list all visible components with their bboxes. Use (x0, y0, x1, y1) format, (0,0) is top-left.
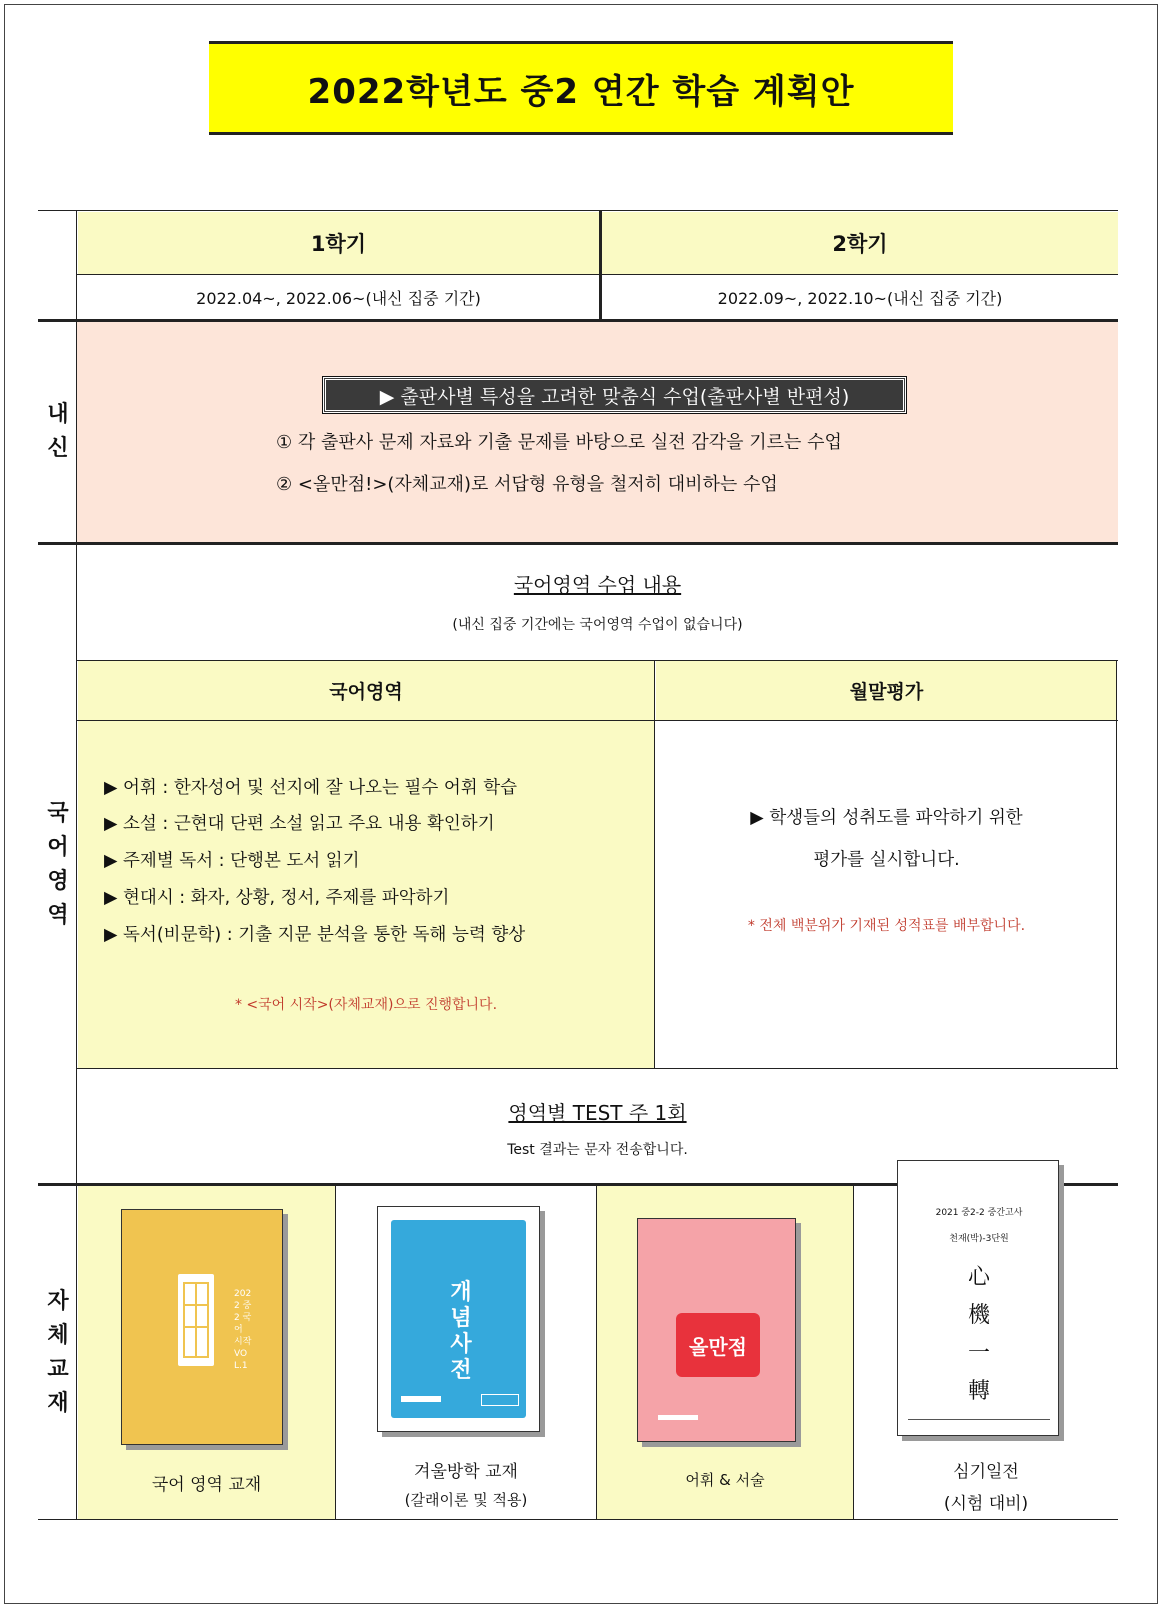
header-divider (77, 274, 1118, 275)
book-cover-2 (377, 1206, 540, 1432)
book4-cover-char: 機 (967, 1303, 990, 1328)
naesin-side-label (38, 322, 78, 542)
test-title: 영역별 TEST 주 1회 (508, 1100, 687, 1125)
book-cover-1 (121, 1209, 283, 1445)
eval-col-title: 월말평가 (656, 661, 1117, 720)
korean-item-4: ▶ 현대시 : 화자, 상황, 정서, 주제를 파악하기 (104, 888, 450, 908)
book4-cover-char: 轉 (967, 1379, 990, 1404)
book3-cover-text: 올만점 (676, 1313, 760, 1377)
korean-col-title: 국어영역 (78, 661, 654, 720)
korean-side-label (38, 545, 78, 1185)
semester1-period: 2022.04~, 2022.06~(내신 집중 기간) (196, 288, 481, 308)
book2-caption-1: 겨울방학 교재 (414, 1462, 518, 1482)
naesin-headline: ▶ 출판사별 특성을 고려한 맞춤식 수업(출판사별 반편성) (323, 377, 906, 413)
book-cover-4 (897, 1160, 1059, 1436)
korean-table-bottom (77, 1068, 1118, 1069)
korean-side-char: 역 (47, 903, 69, 928)
page-title: 2022학년도 중2 연간 학습 계획안 (209, 41, 953, 135)
book3-caption: 어휘 & 서술 (685, 1471, 765, 1489)
naesin-point-2: ② <올만점!>(자체교재)로 서답형 유형을 철저히 대비하는 수업 (276, 474, 778, 495)
books-side-label (38, 1186, 78, 1520)
book4-cover-char: 一 (967, 1341, 990, 1366)
books-side-char: 교 (47, 1357, 69, 1382)
window-icon (178, 1274, 214, 1366)
book4-cover-line1: 2021 중2-2 중간고사 (935, 1208, 1023, 1218)
korean-section-title: 국어영역 수업 내용 (513, 572, 682, 597)
korean-col-divider (654, 660, 655, 1069)
book4-caption-2: (시험 대비) (943, 1494, 1029, 1514)
eval-line-2: 평가를 실시합니다. (813, 849, 960, 870)
naesin-point-1: ① 각 출판사 문제 자료와 기출 문제를 바탕으로 실전 감각을 기르는 수업 (276, 432, 842, 453)
book-cover-3 (637, 1218, 796, 1442)
book1-caption: 국어 영역 교재 (151, 1475, 262, 1495)
korean-item-2: ▶ 소설 : 근현대 단편 소설 읽고 주요 내용 확인하기 (104, 814, 495, 834)
books-side-char: 자 (47, 1289, 69, 1314)
korean-item-5: ▶ 독서(비문학) : 기출 지문 분석을 통한 독해 능력 향상 (104, 925, 526, 945)
book4-cover-chars (964, 1259, 994, 1411)
book2-caption-2: (갈래이론 및 적용) (404, 1491, 528, 1509)
naesin-side-char: 신 (47, 436, 69, 461)
naesin-side-char: 내 (47, 402, 69, 427)
korean-side-char: 어 (47, 835, 69, 860)
korean-item-1: ▶ 어휘 : 한자성어 및 선지에 잘 나오는 필수 어휘 학습 (104, 778, 518, 798)
test-note: Test 결과는 문자 전송합니다. (507, 1142, 688, 1158)
books-side-char: 재 (47, 1391, 69, 1416)
table-top-border (38, 210, 1118, 211)
korean-note: * <국어 시작>(자체교재)으로 진행합니다. (234, 997, 498, 1013)
book2-cover-text: 개념사전 (450, 1280, 472, 1383)
korean-side-char: 영 (47, 869, 69, 894)
books-side-char: 체 (47, 1323, 69, 1348)
semester2-period: 2022.09~, 2022.10~(내신 집중 기간) (717, 288, 1003, 308)
korean-top-border (38, 542, 1118, 545)
book4-cover-char: 心 (967, 1265, 990, 1290)
book4-cover-line2: 천재(박)-3단원 (949, 1234, 1009, 1244)
korean-section-note: (내신 집중 기간에는 국어영역 수업이 없습니다) (452, 617, 743, 633)
korean-side-char: 국 (47, 801, 69, 826)
semester-divider (599, 210, 602, 320)
eval-line-1: ▶ 학생들의 성취도를 파악하기 위한 (750, 807, 1023, 828)
table-bottom-border (38, 1519, 1118, 1520)
semester1-label: 1학기 (78, 212, 599, 274)
book1-cover-text: 2022 중2 국어 시작 VOL.1 (234, 1289, 252, 1371)
book4-caption-1: 심기일전 (953, 1462, 1019, 1482)
korean-item-3: ▶ 주제별 독서 : 단행본 도서 읽기 (104, 851, 360, 871)
semester2-label: 2학기 (602, 212, 1118, 274)
eval-note: * 전체 백분위가 기재된 성적표를 배부합니다. (747, 918, 1026, 934)
